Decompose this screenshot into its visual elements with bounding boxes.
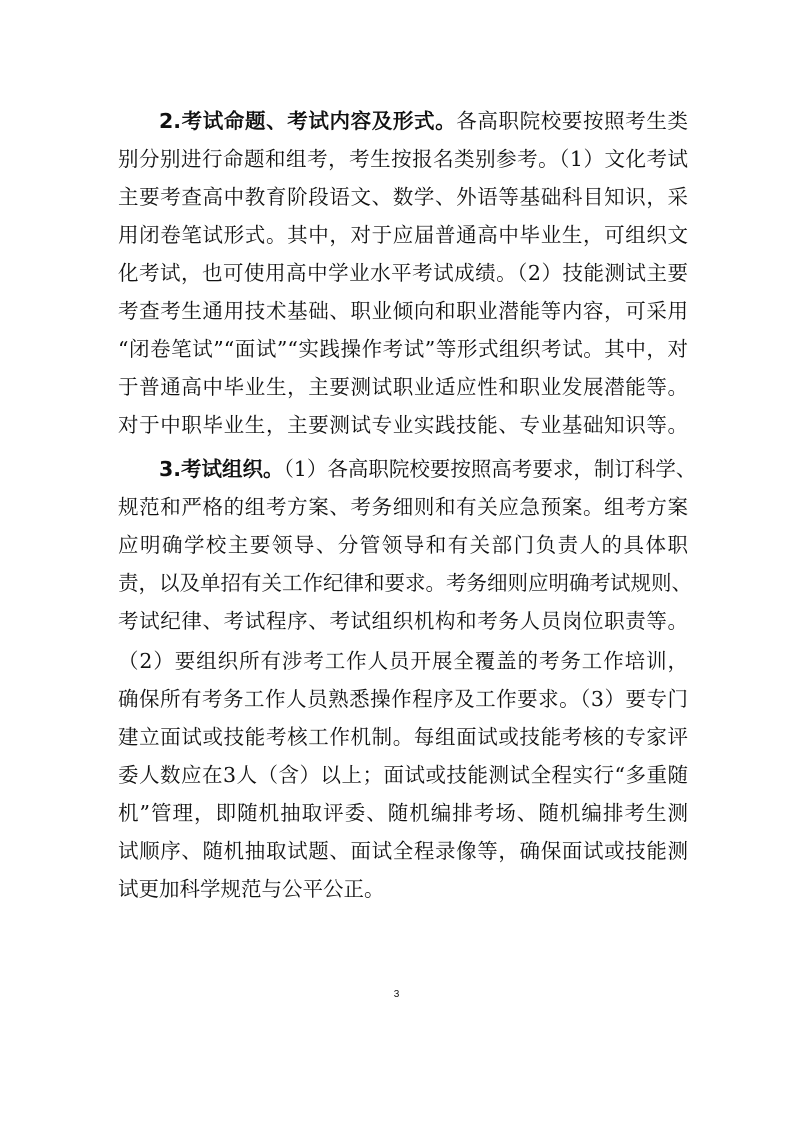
page-number: 3 — [393, 989, 400, 1000]
paragraph-2-line-9: 委人数应在3人（含）以上；面试或技能测试全程实行“多重随 — [118, 763, 688, 787]
paragraph-2-line-6: （2）要组织所有涉考工作人员开展全覆盖的考务工作培训， — [118, 649, 688, 673]
paragraph-2-line-3: 应明确学校主要领导、分管领导和有关部门负责人的具体职 — [118, 533, 688, 557]
paragraph-2-line-10: 机”管理，即随机抽取评委、随机编排考场、随机编排考生测 — [118, 801, 688, 825]
paragraph-1-line-3: 主要考查高中教育阶段语文、数学、外语等基础科目知识，采 — [118, 185, 688, 209]
paragraph-1-line-9: 对于中职毕业生，主要测试专业实践技能、专业基础知识等。 — [118, 413, 688, 437]
paragraph-2-heading: 3.考试组织。 — [159, 457, 284, 481]
paragraph-1-line-1 — [159, 108, 688, 134]
paragraph-1-line-5: 化考试，也可使用高中学业水平考试成绩。（2）技能测试主要 — [118, 261, 688, 285]
paragraph-2-line-1-text: （1）各高职院校要按照高考要求，制订科学、 — [283, 457, 697, 481]
paragraph-2-line-8: 建立面试或技能考核工作机制。每组面试或技能考核的专家评 — [118, 725, 688, 749]
paragraph-1-line-7: “闭卷笔试”“面试”“实践操作考试”等形式组织考试。其中，对 — [118, 337, 688, 361]
paragraph-1-line-4: 用闭卷笔试形式。其中，对于应届普通高中毕业生，可组织文 — [118, 223, 688, 247]
paragraph-1-line-8: 于普通高中毕业生，主要测试职业适应性和职业发展潜能等。 — [118, 375, 688, 399]
paragraph-2-line-7: 确保所有考务工作人员熟悉操作程序及工作要求。（3）要专门 — [118, 687, 688, 711]
paragraph-2-line-5: 考试纪律、考试程序、考试组织机构和考务人员岗位职责等。 — [118, 609, 688, 633]
paragraph-1-heading: 2.考试命题、考试内容及形式。 — [159, 109, 457, 133]
paragraph-2-line-1 — [159, 456, 697, 482]
paragraph-1-line-2: 别分别进行命题和组考，考生按报名类别参考。（1）文化考试 — [118, 147, 688, 171]
paragraph-2-line-4: 责，以及单招有关工作纪律和要求。考务细则应明确考试规则、 — [118, 571, 692, 595]
paragraph-2-line-11: 试顺序、随机抽取试题、面试全程录像等，确保面试或技能测 — [118, 839, 688, 863]
paragraph-1-line-6: 考查考生通用技术基础、职业倾向和职业潜能等内容，可采用 — [118, 299, 688, 323]
paragraph-2-line-12: 试更加科学规范与公平公正。 — [118, 877, 385, 901]
paragraph-2-line-2: 规范和严格的组考方案、考务细则和有关应急预案。组考方案 — [118, 495, 688, 519]
paragraph-1-line-1-text: 各高职院校要按照考生类 — [456, 109, 688, 133]
